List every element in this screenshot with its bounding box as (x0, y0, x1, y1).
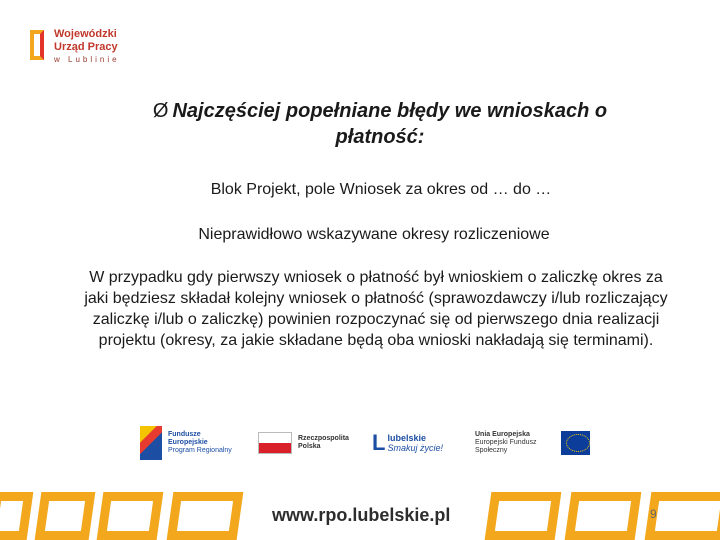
footer-frame-shape (485, 492, 562, 540)
ue-line2: Europejski Fundusz Społeczny (475, 439, 537, 454)
title-bullet-icon: Ø (152, 100, 169, 122)
funding-logos-bar (140, 418, 590, 468)
lubelskie-slogan: Smakuj życie! (387, 443, 443, 453)
lubelskie-name: lubelskie (387, 433, 426, 443)
eu-flag-icon (561, 431, 590, 455)
logo-text-line2: Urząd Pracy (54, 41, 118, 53)
eu-logo (475, 418, 590, 468)
footer-frame-shape (97, 492, 164, 540)
website-link[interactable]: www.rpo.lubelskie.pl (272, 505, 451, 525)
page-number: 9 (650, 507, 657, 521)
footer-frame-shape (565, 492, 642, 540)
fe-line2: Europejskie (168, 439, 208, 446)
pl-line2: Polska (298, 443, 321, 450)
error-description: Nieprawidłowo wskazywane okresy rozliczeniowe (198, 226, 550, 243)
wup-logo-mark (30, 30, 44, 60)
fe-line3: Program Regionalny (168, 447, 232, 454)
pl-line1: Rzeczpospolita (298, 435, 349, 442)
footer-frame-shape (35, 492, 96, 540)
lubelskie-mark-icon: L (372, 430, 386, 455)
logo-text-line1: Wojewódzki (54, 28, 117, 40)
rzeczpospolita-logo (258, 418, 349, 468)
logo-text-line3: w Lublinie (54, 55, 120, 64)
slide-title-text: Najczęściej popełniane błędy we wnioskach o płatność: (172, 100, 608, 148)
lubelskie-logo (372, 418, 443, 468)
footer-frame-shape (167, 492, 244, 540)
slide-title (120, 98, 640, 150)
explanation-paragraph: W przypadku gdy pierwszy wniosek o płatność był wnioskiem o zaliczkę okres za jaki będziesz składał kolejny wniosek o płatność (sprawozdawczy i/lub rozliczający zaliczkę i/lub o zaliczkę) powinien rozpoczynać się od pierwszego dnia realizacji projektu (okresy, za jakie składane będą oba wnioski nakładają się terminami). (84, 269, 668, 349)
wup-logo (24, 24, 164, 70)
footer-frame-shape (0, 492, 33, 540)
fe-line1: Fundusze (168, 431, 201, 438)
fundusze-europejskie-logo (140, 418, 232, 468)
fe-logo-mark (140, 426, 162, 460)
polish-flag-icon (258, 432, 292, 454)
field-description: Blok Projekt, pole Wniosek za okres od … do … (210, 181, 552, 198)
ue-line1: Unia Europejska (475, 431, 530, 438)
